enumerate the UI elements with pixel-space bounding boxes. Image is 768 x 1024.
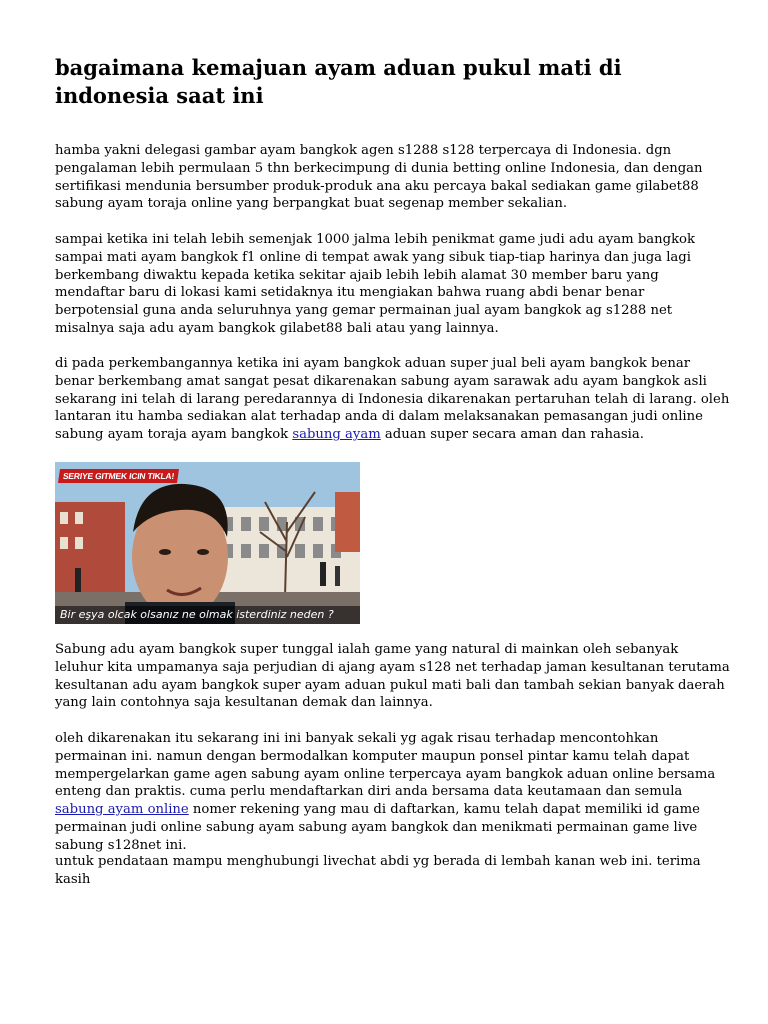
article-photo [55, 462, 360, 624]
paragraph-6: untuk pendataan mampu menghubungi livechat abdi yg berada di lembah kanan web ini. terima kasih [55, 854, 701, 887]
paragraph-4: Sabung adu ayam bangkok super tunggal ialah game yang natural di mainkan oleh sebanyak leluhur kita umpamanya saja perjudian di ajang ayam s128 net terhadap jaman kesultanan terutama kesultanan adu ayam bangkok super ayam aduan pukul mati bali dan tambah sekian banyak daerah yang lain contohnya saja kesultanan demak dan lainnya. [55, 642, 730, 711]
paragraph-2: sampai ketika ini telah lebih semenjak 1000 jalma lebih penikmat game judi adu ayam bangkok sampai mati ayam bangkok f1 online di tempat awak yang sibuk tiap-tiap harinya dan juga lagi berkembang diwaktu kepada ketika sekitar ajaib lebih lebih alamat 30 member baru yang mendaftar baru di lokasi kami setidaknya itu mengiakan bahwa ruang abdi benar benar berpotensial guna anda seluruhnya yang gemar permainan jual ayam bangkok ag s1288 net misalnya saja adu ayam bangkok gilabet88 bali atau yang lainnya. [55, 232, 695, 336]
paragraph-3-text-end: aduan super secara aman dan rahasia. [380, 427, 644, 443]
sabung-ayam-link[interactable]: sabung ayam [292, 427, 381, 443]
paragraph-5-text-end: nomer rekening yang mau di daftarkan, kamu telah dapat memiliki id game permainan judi online sabung ayam sabung ayam bangkok dan menikmati permainan game live sabung s128net ini. [55, 802, 700, 853]
sabung-ayam-online-link[interactable]: sabung ayam online [55, 802, 189, 818]
paragraph-3 [55, 355, 730, 444]
photo-illustration [55, 462, 360, 624]
paragraph-5-text: oleh dikarenakan itu sekarang ini ini banyak sekali yg agak risau terhadap mencontohkan permainan ini. namun dengan bermodalkan komputer maupun ponsel pintar kamu telah dapat mempergelarkan game agen sabung ayam online terpercaya ayam bangkok aduan online bersama enteng dan praktis. cuma perlu mendaftarkan diri anda bersama data keutamaan dan semula [55, 731, 716, 800]
paragraph-1: hamba yakni delegasi gambar ayam bangkok agen s1288 s128 terpercaya di Indonesia. dgn pengalaman lebih permulaan 5 thn berkecimpung di dunia betting online Indonesia, dan dengan sertifikasi mendunia bersumber produk-produk ana aku percaya bakal sediakan game gilabet88 sabung ayam toraja online yang berpangkat buat segenap member sekalian. [55, 143, 703, 212]
photo-banner: SERIYE GITMEK ICIN TIKLA! [58, 469, 179, 483]
article-title: bagaimana kemajuan ayam aduan pukul mati di indonesia saat ini [55, 55, 622, 108]
paragraph-5 [55, 730, 730, 855]
photo-caption: Bir eşya olcak olsanız ne olmak isterdiniz neden ? [55, 606, 360, 624]
paragraph-3-text: di pada perkembangannya ketika ini ayam bangkok aduan super jual beli ayam bangkok benar benar berkembang amat sangat pesat dikarenakan sabung ayam sarawak adu ayam bangkok asli sekarang ini telah di larang peredarannya di Indonesia dikarenakan pertaruhan telah di larang. oleh lantaran itu hamba sediakan alat terhadap anda di dalam melaksanakan pemasangan judi online sabung ayam toraja ayam bangkok [55, 356, 730, 443]
